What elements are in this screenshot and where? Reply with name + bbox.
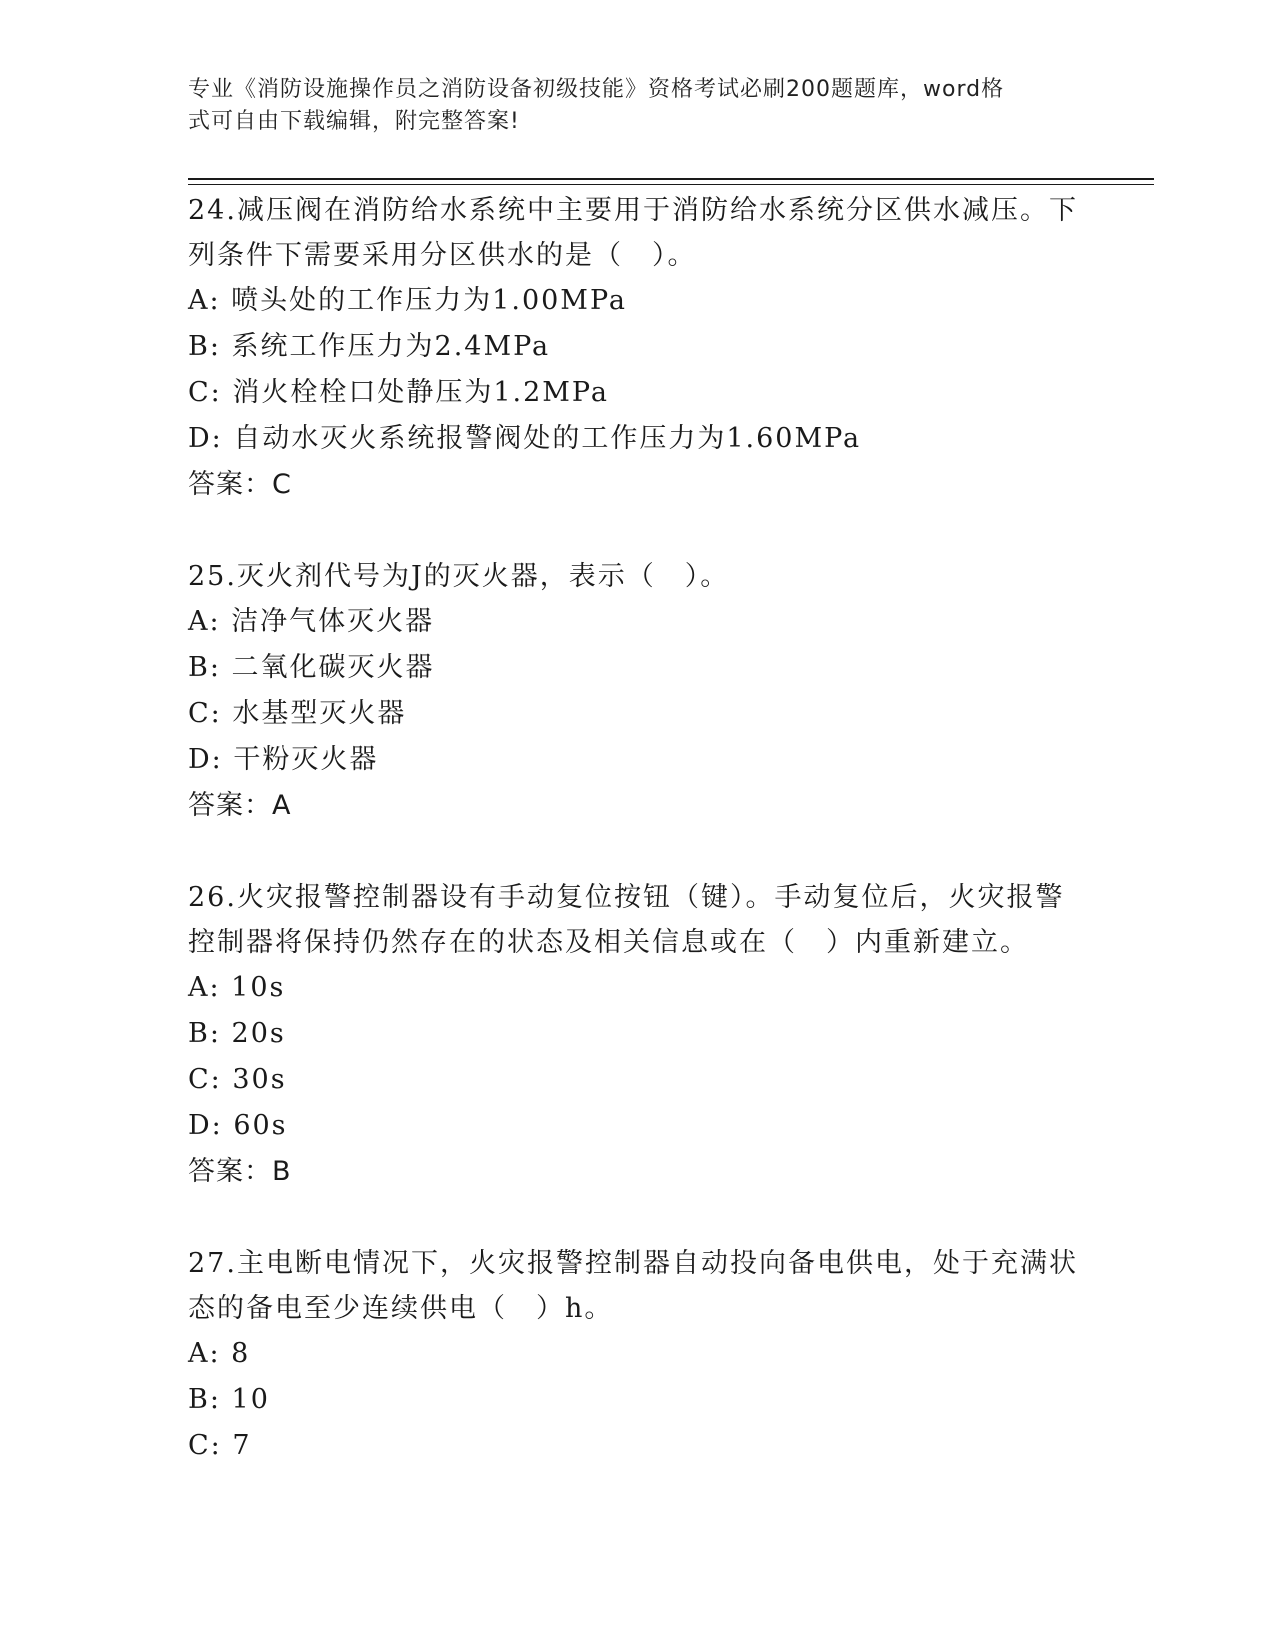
question-24 [188,188,1088,508]
question-stem-line: 24.减压阀在消防给水系统中主要用于消防给水系统分区供水减压。下 [188,195,1078,226]
option-b: B: 二氧化碳灭火器 [188,652,435,683]
spacer [188,829,1088,875]
answer-line: 答案：B [188,1156,292,1187]
header-divider-thin [188,184,1154,185]
option-c: C: 30s [188,1064,287,1095]
question-list [188,188,1088,1469]
option-b: B: 10 [188,1384,270,1415]
spacer [188,508,1088,554]
header-line-2: 式可自由下载编辑，附完整答案! [188,109,520,134]
option-a: A: 洁净气体灭火器 [188,606,435,637]
header-divider-thick [188,178,1154,180]
option-c: C: 水基型灭火器 [188,698,407,729]
question-stem-line: 27.主电断电情况下，火灾报警控制器自动投向备电供电，处于充满状 [188,1248,1078,1279]
option-c: C: 7 [188,1430,252,1461]
option-a: A: 8 [188,1338,251,1369]
answer-line: 答案：A [188,790,292,821]
option-d: D: 60s [188,1110,288,1141]
question-stem-line: 列条件下需要采用分区供水的是（ ）。 [188,240,697,271]
option-d: D: 干粉灭火器 [188,744,379,775]
question-stem-line: 25.灭火剂代号为J的灭火器，表示（ ）。 [188,561,730,592]
option-b: B: 系统工作压力为2.4MPa [188,331,551,362]
document-header [188,74,1068,138]
question-stem-line: 26.火灾报警控制器设有手动复位按钮（键）。手动复位后，火灾报警 [188,882,1065,913]
answer-line: 答案：C [188,469,292,500]
option-b: B: 20s [188,1018,286,1049]
option-a: A: 10s [188,972,286,1003]
question-stem-line: 控制器将保持仍然存在的状态及相关信息或在（ ）内重新建立。 [188,927,1029,958]
option-d: D: 自动水灭火系统报警阀处的工作压力为1.60MPa [188,423,862,454]
question-26 [188,875,1088,1195]
option-c: C: 消火栓栓口处静压为1.2MPa [188,377,609,408]
question-stem-line: 态的备电至少连续供电（ ）h。 [188,1293,614,1324]
spacer [188,1195,1088,1241]
question-25 [188,554,1088,829]
header-line-1: 专业《消防设施操作员之消防设备初级技能》资格考试必刷200题题库，word格 [188,77,1005,102]
option-a: A: 喷头处的工作压力为1.00MPa [188,285,627,316]
question-27 [188,1241,1088,1469]
